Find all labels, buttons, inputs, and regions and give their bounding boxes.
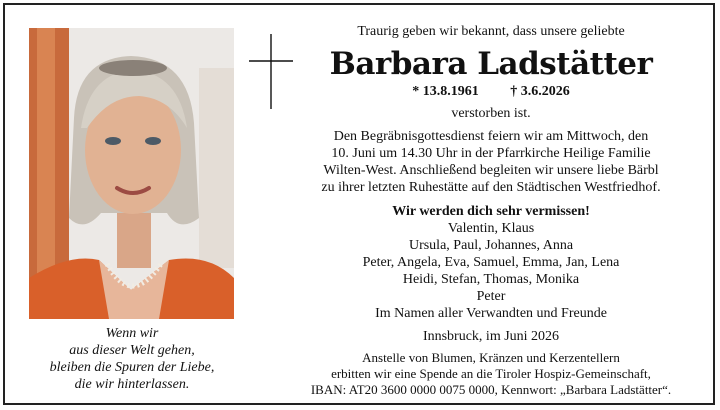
intro-text: Traurig geben wir bekannt, dass unsere geliebte xyxy=(357,24,625,39)
mourner-line: Peter, Angela, Eva, Samuel, Emma, Jan, Lena xyxy=(362,255,620,270)
notice-text xyxy=(291,23,691,398)
miss-heading: Wir werden dich sehr vermissen! xyxy=(392,204,590,219)
mourner-line: Im Namen aller Verwandten und Freunde xyxy=(375,306,607,321)
mourners-list xyxy=(291,220,691,322)
portrait-photo xyxy=(29,28,234,319)
donation-line: IBAN: AT20 3600 0000 0075 0000, Kennwort: „Barbara Ladstätter“. xyxy=(310,382,672,397)
death-date: † 3.6.2026 xyxy=(510,84,570,99)
service-line: 10. Juni um 14.30 Uhr in der Pfarrkirche Heilige Familie xyxy=(331,146,651,161)
died-text: verstorben ist. xyxy=(451,106,531,121)
poem-line: Wenn wir xyxy=(105,326,159,341)
funeral-service-text xyxy=(291,128,691,196)
poem-line: aus dieser Welt gehen, xyxy=(69,343,195,358)
donation-line: Anstelle von Blumen, Kränzen und Kerzentellern xyxy=(362,350,620,365)
deceased-name: Barbara Ladstätter xyxy=(329,46,653,82)
life-dates xyxy=(291,84,691,100)
place-date: Innsbruck, im Juni 2026 xyxy=(422,329,560,344)
birth-date: * 13.8.1961 xyxy=(412,84,479,99)
service-line: zu ihrer letzten Ruhestätte auf den Städtischen Westfriedhof. xyxy=(321,180,661,195)
obituary-card xyxy=(3,3,715,405)
donation-note xyxy=(291,350,691,398)
poem-line: die wir hinterlassen. xyxy=(74,377,190,392)
poem-line: bleiben die Spuren der Liebe, xyxy=(49,360,215,375)
donation-line: erbitten wir eine Spende an die Tiroler Hospiz-Gemeinschaft, xyxy=(331,366,651,381)
mourner-line: Ursula, Paul, Johannes, Anna xyxy=(408,238,574,253)
mourner-line: Peter xyxy=(476,289,506,304)
service-line: Wilten-West. Anschließend begleiten wir unsere liebe Bärbl xyxy=(323,163,659,178)
portrait-illustration xyxy=(29,28,234,319)
service-line: Den Begräbnisgottesdienst feiern wir am Mittwoch, den xyxy=(333,129,649,144)
mourner-line: Valentin, Klaus xyxy=(447,221,535,236)
mourner-line: Heidi, Stefan, Thomas, Monika xyxy=(402,272,580,287)
latin-cross-icon xyxy=(247,31,295,111)
memorial-poem xyxy=(21,325,243,393)
